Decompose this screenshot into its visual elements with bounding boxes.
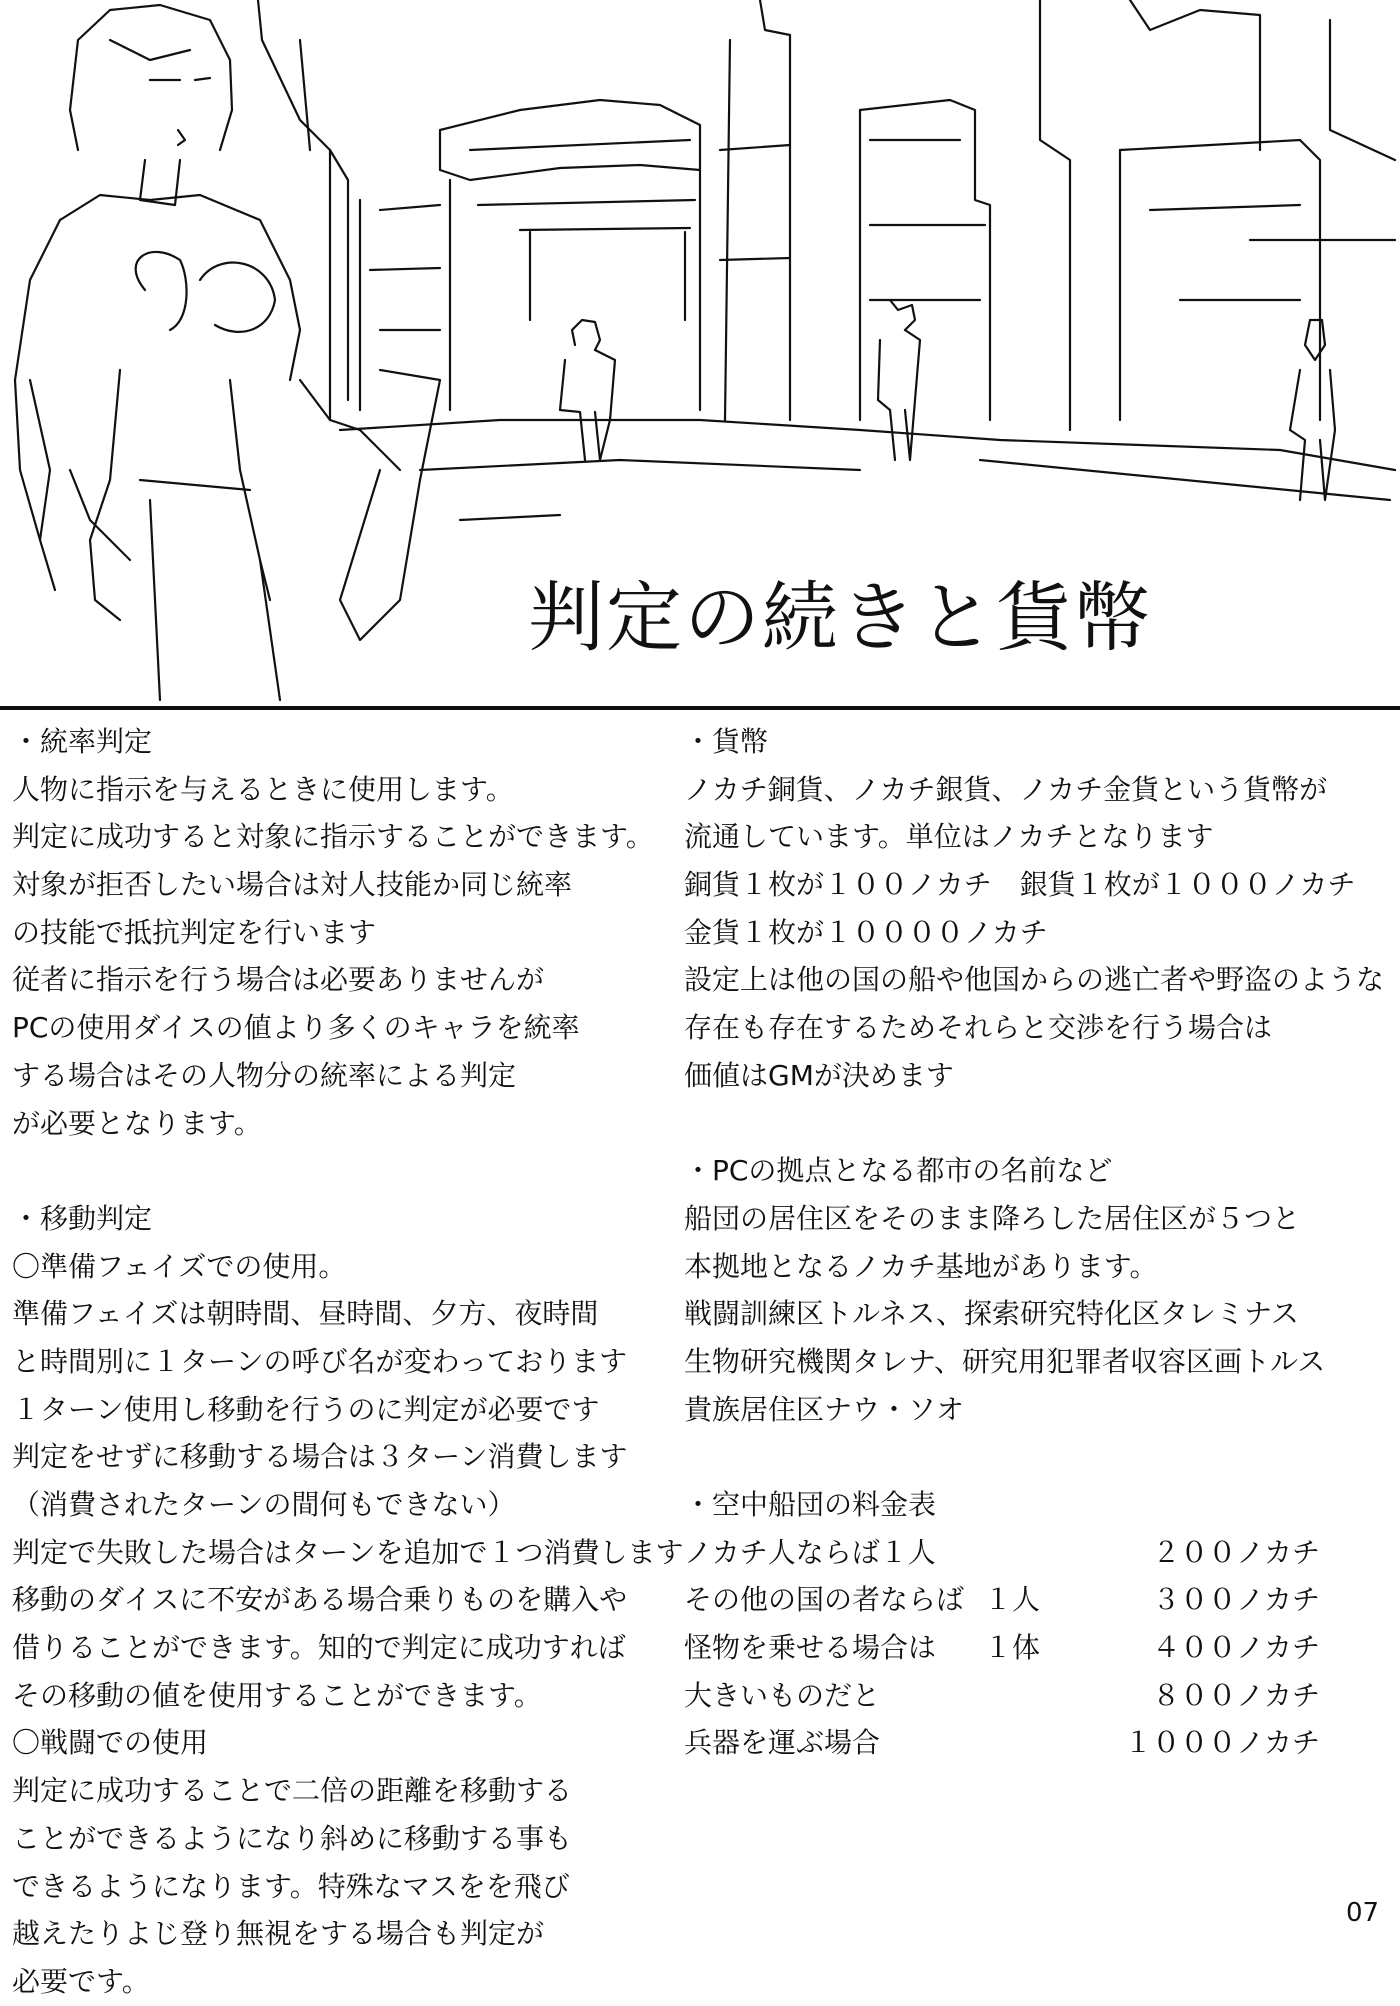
text-line: 〇準備フェイズでの使用。 xyxy=(12,1249,347,1283)
text-line: 対象が拒否したい場合は対人技能か同じ統率 xyxy=(12,868,573,902)
text-line: する場合はその人物分の統率による判定 xyxy=(12,1058,517,1092)
fare-row xyxy=(684,1624,1384,1672)
character-sketch xyxy=(15,5,440,700)
text-line: 〇戦闘での使用 xyxy=(12,1726,209,1760)
section-divider xyxy=(0,706,1400,710)
fare-label: 怪物を乗せる場合は xyxy=(684,1631,937,1665)
text-line: ・移動判定 xyxy=(12,1201,153,1235)
fare-row xyxy=(684,1719,1384,1767)
blank-line xyxy=(684,1100,1384,1148)
text-line: その移動の値を使用することができます。 xyxy=(12,1678,542,1712)
text-line: 流通しています。単位はノカチとなります xyxy=(684,820,1214,854)
fare-count: １体 xyxy=(984,1631,1041,1665)
text-line: 借りることができます。知的で判定に成功すれば xyxy=(12,1631,626,1665)
text-line: と時間別に１ターンの呼び名が変わっております xyxy=(12,1344,628,1378)
left-column xyxy=(12,718,684,2006)
text-line: ことができるようになり斜めに移動する事も xyxy=(12,1821,573,1855)
fare-label: 兵器を運ぶ場合 xyxy=(684,1726,881,1760)
text-line: 判定に成功することで二倍の距離を移動する xyxy=(12,1774,573,1808)
fare-price: ２００ノカチ xyxy=(1152,1535,1320,1569)
fare-price: １０００ノカチ xyxy=(1124,1726,1320,1760)
text-line: 準備フェイズは朝時間、昼時間、夕方、夜時間 xyxy=(12,1297,599,1331)
fare-row xyxy=(684,1576,1384,1624)
text-line: 判定に成功すると対象に指示することができます。 xyxy=(12,820,654,854)
text-line: 戦闘訓練区トルネス、探索研究特化区タレミナス xyxy=(684,1297,1299,1331)
fare-row xyxy=(684,1672,1384,1720)
fare-label: 大きいものだと xyxy=(684,1678,881,1712)
text-line: 従者に指示を行う場合は必要ありませんが xyxy=(12,963,545,997)
text-line: PCの使用ダイスの値より多くのキャラを統率 xyxy=(12,1011,580,1045)
text-line: 生物研究機関タレナ、研究用犯罪者収容区画トルス xyxy=(684,1344,1326,1378)
text-line: できるようになります。特殊なマスをを飛び xyxy=(12,1869,570,1903)
fare-count xyxy=(984,1719,1084,1767)
text-line: ノカチ銅貨、ノカチ銀貨、ノカチ金貨という貨幣が xyxy=(684,772,1328,806)
background-figures xyxy=(560,300,1335,500)
text-line: ・PCの拠点となる都市の名前など xyxy=(684,1154,1113,1188)
fare-price: ４００ノカチ xyxy=(1152,1631,1320,1665)
fare-price: ８００ノカチ xyxy=(1152,1678,1320,1712)
text-line: 設定上は他の国の船や他国からの逃亡者や野盗のような xyxy=(684,963,1385,997)
fare-count xyxy=(984,1529,1084,1577)
text-line: の技能で抵抗判定を行います xyxy=(12,915,377,949)
text-line: ・空中船団の料金表 xyxy=(684,1488,937,1521)
fare-label: その他の国の者ならば xyxy=(684,1583,965,1617)
fare-count: １人 xyxy=(984,1583,1041,1617)
text-line: （消費されたターンの間何もできない） xyxy=(12,1488,516,1521)
text-line: 価値はGMが決めます xyxy=(684,1058,954,1092)
text-line: 必要です。 xyxy=(12,1964,150,1998)
blank-line xyxy=(12,1147,672,1195)
fare-price: ３００ノカチ xyxy=(1152,1583,1320,1617)
right-column xyxy=(684,718,1384,1767)
text-line: 銅貨１枚が１００ノカチ 銀貨１枚が１０００ノカチ xyxy=(684,868,1356,902)
text-line: 貴族居住区ナウ・ソオ xyxy=(684,1392,965,1426)
text-line: ・貨幣 xyxy=(684,725,769,758)
fare-table xyxy=(684,1529,1384,1767)
fare-row xyxy=(684,1529,1384,1577)
right-column-text xyxy=(684,718,1384,1529)
text-line: ・統率判定 xyxy=(12,725,153,758)
text-line: 越えたりよじ登り無視をする場合も判定が xyxy=(12,1917,545,1951)
text-line: 金貨１枚が１００００ノカチ xyxy=(684,915,1048,949)
text-line: １ターン使用し移動を行うのに判定が必要です xyxy=(12,1392,600,1426)
text-line: 船団の居住区をそのまま降ろした居住区が５つと xyxy=(684,1201,1301,1235)
page-title: 判定の続きと貨幣 xyxy=(528,573,1152,662)
blank-line xyxy=(684,1433,1384,1481)
text-line: 人物に指示を与えるときに使用します。 xyxy=(12,772,514,806)
page-number: 07 xyxy=(1346,1898,1380,1928)
text-line: 存在も存在するためそれらと交渉を行う場合は xyxy=(684,1011,1273,1045)
text-line: 判定で失敗した場合はターンを追加で１つ消費します xyxy=(12,1535,684,1569)
text-line: が必要となります。 xyxy=(12,1106,262,1140)
text-line: 判定をせずに移動する場合は３ターン消費します xyxy=(12,1440,628,1474)
fare-label: ノカチ人ならば１人 xyxy=(684,1535,936,1569)
text-line: 移動のダイスに不安がある場合乗りものを購入や xyxy=(12,1583,628,1617)
fare-count xyxy=(984,1672,1084,1720)
text-line: 本拠地となるノカチ基地があります。 xyxy=(684,1249,1158,1283)
